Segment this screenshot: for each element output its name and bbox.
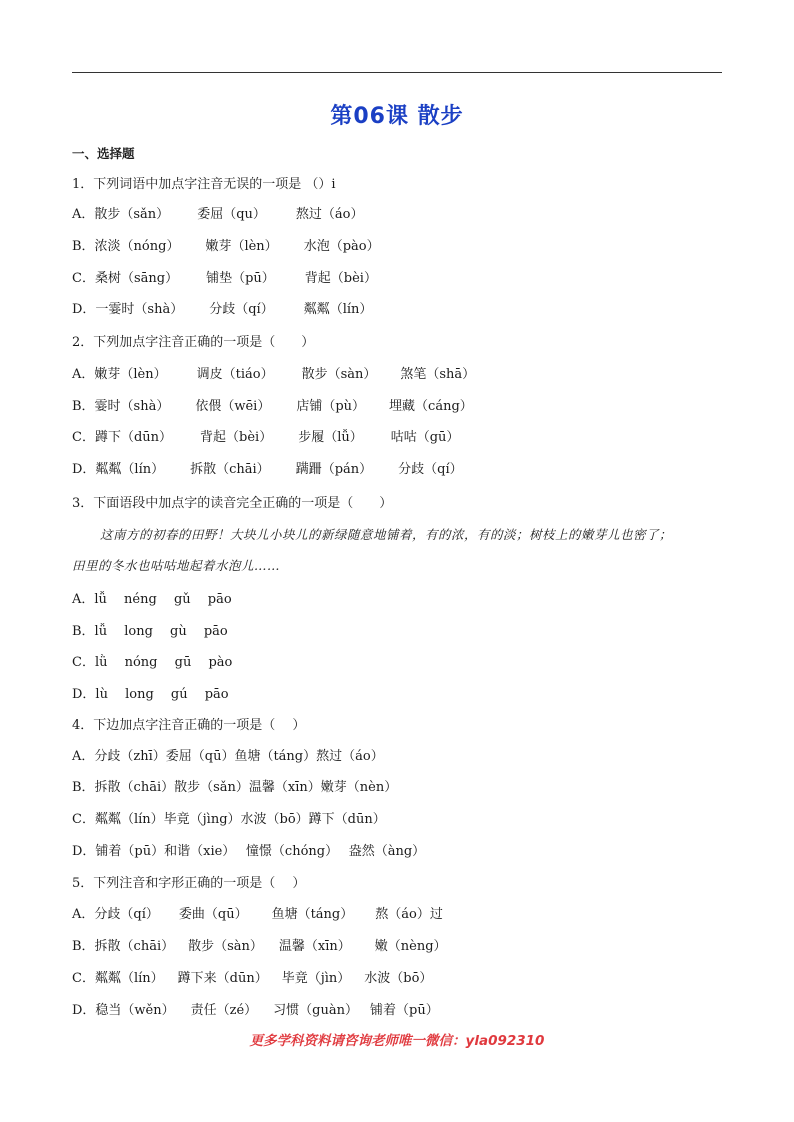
q4-option-a: A．分歧（zhī）委屈（qū）鱼塘（táng）熬过（áo） bbox=[72, 749, 384, 764]
passage-line-1: 这南方的初春的田野！大块儿小块儿的新绿随意地铺着，有的浓，有的淡；树枝上的嫩芽儿也密了； bbox=[100, 527, 673, 542]
option-part: 温馨（xīn） bbox=[278, 939, 351, 954]
option-part: 依偎（wēi） bbox=[195, 399, 271, 414]
option-part: C．蹲下（dūn） bbox=[72, 430, 173, 445]
option-part: A．散步（sǎn） bbox=[72, 207, 170, 222]
question-4-stem: 4．下边加点字注音正确的一项是（ ） bbox=[72, 718, 306, 733]
q5-option-c bbox=[72, 970, 432, 988]
option-part: 煞笔（shā） bbox=[400, 367, 476, 382]
option-part: 散步（sàn） bbox=[188, 939, 263, 954]
q1-option-b bbox=[72, 238, 380, 256]
q5-option-a bbox=[72, 906, 443, 924]
q2-option-b bbox=[72, 398, 473, 416]
option-part: 调皮（tiáo） bbox=[196, 367, 274, 382]
option-part: 水波（bō） bbox=[364, 971, 433, 986]
option-part: 鱼塘（táng） bbox=[271, 907, 354, 922]
option-part: 熬（áo）过 bbox=[375, 907, 443, 922]
section-heading: 一、选择题 bbox=[72, 146, 135, 161]
option-part: 拆散（chāi） bbox=[190, 462, 270, 477]
q1-option-c bbox=[72, 270, 377, 288]
option-part: 背起（bèi） bbox=[200, 430, 273, 445]
option-part: D．粼粼（lín） bbox=[72, 462, 165, 477]
option-part: 分歧（qí） bbox=[398, 462, 463, 477]
question-5-stem: 5．下列注音和字形正确的一项是（ ） bbox=[72, 876, 306, 891]
q2-option-a bbox=[72, 366, 475, 384]
q3-option-d: D．lù long gú pāo bbox=[72, 687, 229, 702]
option-part: 委屈（qu） bbox=[197, 207, 266, 222]
option-part: C．桑树（sāng） bbox=[72, 271, 179, 286]
option-part: 嫩（nèng） bbox=[374, 939, 447, 954]
q1-option-d bbox=[72, 301, 372, 319]
option-part: 蹒跚（pán） bbox=[295, 462, 373, 477]
q3-option-b: B．lǚ long gù pāo bbox=[72, 624, 228, 639]
option-part: B．浓淡（nóng） bbox=[72, 239, 180, 254]
question-1-stem: 1．下列词语中加点字注音无误的一项是 （）i bbox=[72, 177, 336, 192]
option-part: 粼粼（lín） bbox=[303, 302, 373, 317]
header-rule bbox=[72, 72, 722, 73]
option-part: 习惯（guàn） bbox=[273, 1003, 358, 1018]
option-part: C．粼粼（lín） bbox=[72, 971, 164, 986]
q4-option-b: B．拆散（chāi）散步（sǎn）温馨（xīn）嫩芽（nèn） bbox=[72, 780, 398, 795]
question-3-stem: 3．下面语段中加点字的读音完全正确的一项是（ ） bbox=[72, 496, 393, 511]
option-part: 铺着（pū） bbox=[370, 1003, 439, 1018]
option-part: D．稳当（wěn） bbox=[72, 1003, 175, 1018]
option-part: A．分歧（qí） bbox=[72, 907, 159, 922]
option-part: 咕咕（gū） bbox=[390, 430, 460, 445]
page-title: 第06课 散步 bbox=[330, 104, 464, 129]
q1-option-a bbox=[72, 206, 363, 224]
option-part: 埋藏（cáng） bbox=[389, 399, 473, 414]
footer-contact-note: 更多学科资料请咨询老师唯一微信：yla092310 bbox=[249, 1033, 545, 1049]
q4-option-d: D．铺着（pū）和谐（xie） 憧憬（chóng） 盎然（àng） bbox=[72, 844, 426, 859]
option-part: 嫩芽（lèn） bbox=[205, 239, 278, 254]
option-part: 店铺（pù） bbox=[296, 399, 366, 414]
option-part: A．嫩芽（lèn） bbox=[72, 367, 167, 382]
option-part: 散步（sàn） bbox=[301, 367, 377, 382]
q2-option-d bbox=[72, 461, 463, 479]
option-part: 铺垫（pū） bbox=[206, 271, 275, 286]
option-part: D．一霎时（shà） bbox=[72, 302, 184, 317]
option-part: 委曲（qū） bbox=[178, 907, 248, 922]
q5-option-b bbox=[72, 938, 447, 956]
option-part: 责任（zé） bbox=[190, 1003, 258, 1018]
passage-line-2: 田里的冬水也咕咕地起着水泡儿…… bbox=[72, 558, 281, 573]
q4-option-c: C．粼粼（lín）毕竟（jìng）水波（bō）蹲下（dūn） bbox=[72, 812, 386, 827]
option-part: 分歧（qí） bbox=[209, 302, 274, 317]
option-part: B．霎时（shà） bbox=[72, 399, 170, 414]
q3-option-c: C．lǜ nóng gū pào bbox=[72, 655, 233, 670]
q2-option-c bbox=[72, 429, 459, 447]
option-part: 步履（lǚ） bbox=[298, 430, 363, 445]
q3-option-a: A．lǚ néng gǔ pāo bbox=[72, 592, 232, 607]
option-part: 蹲下来（dūn） bbox=[177, 971, 268, 986]
option-part: 背起（bèi） bbox=[304, 271, 377, 286]
option-part: 熬过（áo） bbox=[295, 207, 364, 222]
option-part: 水泡（pào） bbox=[303, 239, 380, 254]
option-part: B．拆散（chāi） bbox=[72, 939, 175, 954]
option-part: 毕竟（jìn） bbox=[281, 971, 351, 986]
q5-option-d bbox=[72, 1002, 439, 1020]
question-2-stem: 2．下列加点字注音正确的一项是（ ） bbox=[72, 335, 315, 350]
